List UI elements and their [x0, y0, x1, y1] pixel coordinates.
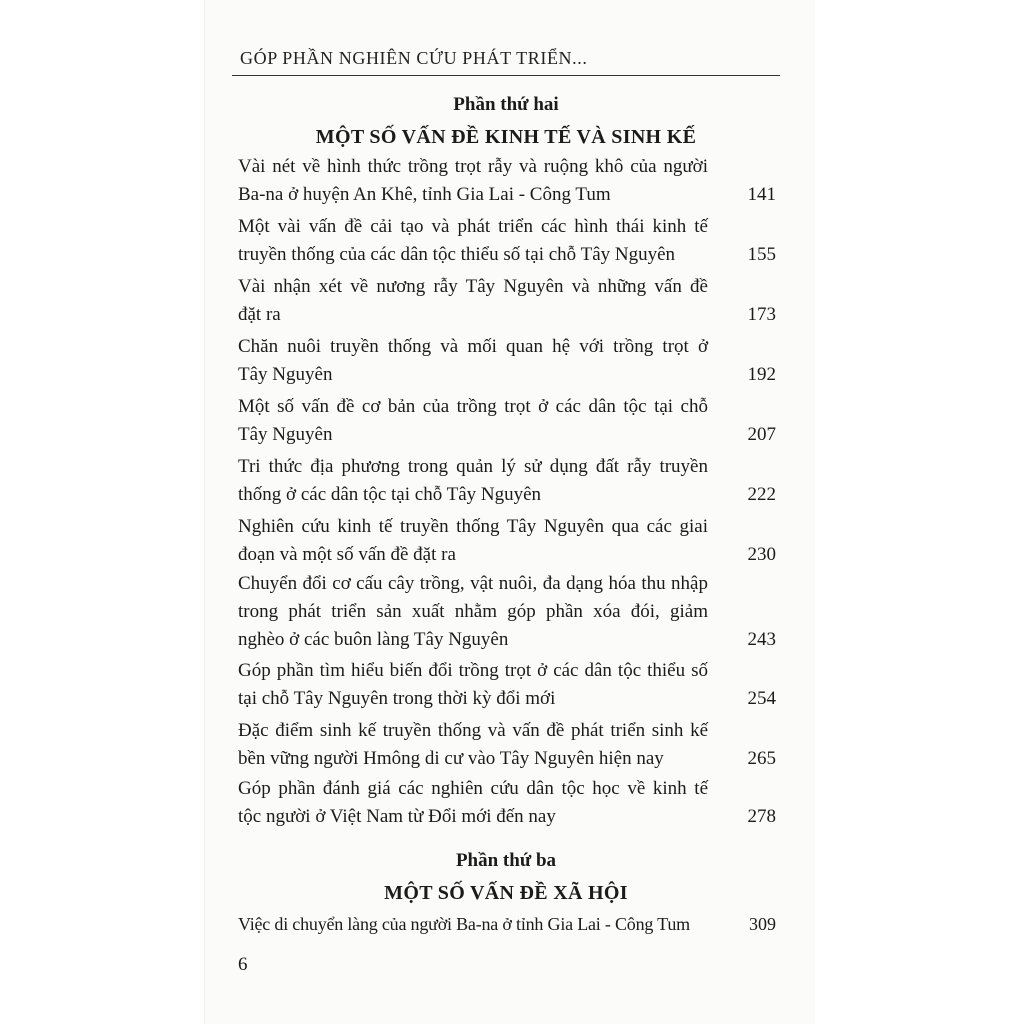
toc-entry-page-number: 254 — [747, 688, 776, 709]
toc-entry-title-line: Đặc điểm sinh kế truyền thống và vấn đề phát triển sinh kế — [238, 720, 708, 741]
toc-entry — [238, 453, 778, 509]
toc-entry-title-line: Chuyển đổi cơ cấu cây trồng, vật nuôi, đa dạng hóa thu nhập — [238, 573, 708, 594]
toc-entry-page-number: 192 — [747, 364, 776, 385]
part-three-label: Phần thứ ba — [455, 850, 557, 871]
toc-entry-page-number: 265 — [747, 748, 776, 769]
toc-entry — [238, 333, 778, 389]
toc-entry-page-number: 230 — [747, 544, 776, 565]
toc-entry-title-line: Góp phần tìm hiểu biến đổi trồng trọt ở các dân tộc thiểu số — [238, 660, 708, 681]
toc-entry-page-number: 222 — [747, 484, 776, 505]
toc-entry-title-line: Tây Nguyên — [238, 364, 333, 385]
toc-entry-page-number: 278 — [747, 806, 776, 827]
toc-entry — [238, 273, 778, 329]
toc-entry-title-line: Nghiên cứu kinh tế truyền thống Tây Nguyên qua các giai — [238, 516, 708, 537]
part-two-label: Phần thứ hai — [453, 94, 559, 115]
toc-entry-title-line: Chăn nuôi truyền thống và mối quan hệ với trồng trọt ở — [238, 336, 708, 357]
toc-entry-title-line: thống ở các dân tộc tại chỗ Tây Nguyên — [238, 484, 542, 505]
toc-entry — [238, 513, 778, 569]
toc-entry — [238, 775, 778, 831]
toc-entry-title-line: nghèo ở các buôn làng Tây Nguyên — [238, 629, 509, 650]
toc-entry — [238, 570, 778, 654]
toc-entry — [238, 910, 778, 938]
toc-entry — [238, 717, 778, 773]
toc-entry — [238, 153, 778, 209]
toc-entry-title-line: Một số vấn đề cơ bản của trồng trọt ở các dân tộc tại chỗ — [238, 396, 708, 417]
toc-entry-page-number: 173 — [747, 304, 776, 325]
toc-entry-title-line: tộc người ở Việt Nam từ Đổi mới đến nay — [238, 806, 556, 827]
toc-entry-title-line: bền vững người Hmông di cư vào Tây Nguyên hiện nay — [238, 748, 664, 769]
page-number: 6 — [238, 954, 248, 975]
toc-entry-title-line: Một vài vấn đề cải tạo và phát triển các hình thái kinh tế — [238, 216, 708, 237]
part-three-title: MỘT SỐ VẤN ĐỀ XÃ HỘI — [384, 882, 628, 904]
toc-entry-title-line: tại chỗ Tây Nguyên trong thời kỳ đổi mới — [238, 688, 556, 709]
toc-entry-page-number: 243 — [747, 629, 776, 650]
running-head: GÓP PHẦN NGHIÊN CỨU PHÁT TRIỂN... — [240, 48, 588, 68]
toc-entry-title-line: Việc di chuyển làng của người Ba-na ở tỉnh Gia Lai - Công Tum — [238, 914, 690, 934]
toc-entry-page-number: 309 — [749, 914, 776, 934]
toc-entry-title-line: Góp phần đánh giá các nghiên cứu dân tộc học về kinh tế — [238, 778, 708, 799]
toc-entry-title-line: Tây Nguyên — [238, 424, 333, 445]
toc-entry-title-line: trong phát triển sản xuất nhằm góp phần xóa đói, giảm — [238, 601, 708, 622]
toc-entry — [238, 213, 778, 269]
toc-entry-title-line: đặt ra — [238, 304, 281, 325]
toc-entry-page-number: 141 — [747, 184, 776, 205]
toc-entry-title-line: Ba-na ở huyện An Khê, tỉnh Gia Lai - Công Tum — [238, 184, 611, 205]
toc-entry-title-line: đoạn và một số vấn đề đặt ra — [238, 544, 456, 565]
header-rule — [232, 75, 780, 76]
toc-entry-title-line: Tri thức địa phương trong quản lý sử dụng đất rẫy truyền — [238, 456, 708, 477]
toc-entry-title-line: Vài nét về hình thức trồng trọt rẫy và ruộng khô của người — [238, 156, 708, 177]
toc-entry-page-number: 207 — [747, 424, 776, 445]
toc-entry — [238, 657, 778, 713]
toc-entry-title-line: Vài nhận xét về nương rẫy Tây Nguyên và những vấn đề — [238, 276, 708, 297]
part-two-title: MỘT SỐ VẤN ĐỀ KINH TẾ VÀ SINH KẾ — [315, 126, 697, 148]
toc-entry-page-number: 155 — [747, 244, 776, 265]
toc-entry-title-line: truyền thống của các dân tộc thiểu số tại chỗ Tây Nguyên — [238, 244, 676, 265]
toc-entry — [238, 393, 778, 449]
